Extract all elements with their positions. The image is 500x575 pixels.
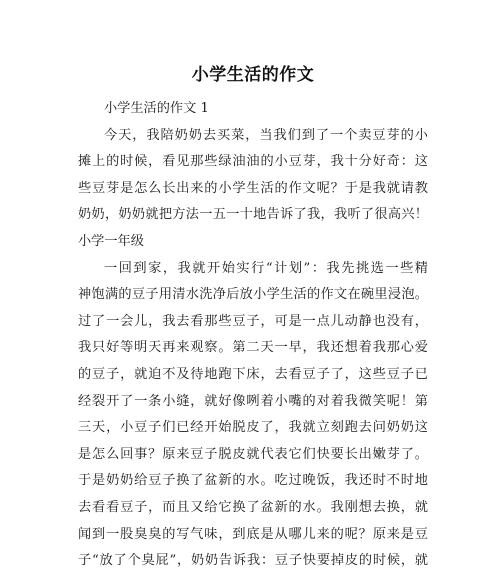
paragraph-line: 去看看豆子，而且又给它换了盆新的水。我刚想去换，就: [78, 499, 428, 515]
paragraph-line: 过了一会儿，我去看那些豆子，可是一点儿动静也没有，: [78, 313, 428, 329]
document-body: [78, 96, 428, 575]
paragraph-line: 奶奶，奶奶就把方法一五一十地告诉了我，我听了很高兴！: [78, 207, 428, 223]
paragraph-line: 神饱满的豆子用清水洗净后放小学生活的作文在碗里浸泡。: [78, 287, 428, 303]
paragraph-line: 今天，我陪奶奶去买菜，当我们到了一个卖豆芽的小: [104, 127, 428, 143]
paragraph-line: 经裂开了一条小缝，就好像咧着小嘴的对着我微笑呢！第: [78, 393, 428, 409]
paragraph-line: 三天，小豆子们已经开始脱皮了，我就立刻跑去问奶奶这: [78, 420, 428, 436]
paragraph-line: 小学一年级: [78, 233, 144, 249]
paragraph-line: 闻到一股臭臭的写气味，到底是从哪儿来的呢？原来是豆: [78, 526, 428, 542]
paragraph-line: 些豆芽是怎么长出来的小学生活的作文呢？于是我就请教: [78, 180, 428, 196]
document-title: 小学生活的作文: [191, 65, 315, 85]
paragraph-line: 的豆子，就迫不及待地跑下床，去看豆子了，这些豆子已: [78, 366, 428, 382]
paragraph-line: 子“放了个臭屁”，奶奶告诉我：豆子快要掉皮的时候，就: [78, 553, 428, 569]
paragraph-line: 我只好等明天再来观察。第二天一早，我还想着我那心爱: [78, 340, 428, 356]
section-heading: 小学生活的作文 1: [104, 101, 209, 116]
paragraph-line: 于是奶奶给豆子换了盆新的水。吃过晚饭，我还时不时地: [78, 473, 428, 489]
paragraph-line: 一回到家，我就开始实行“计划”：我先挑选一些精: [104, 260, 428, 276]
paragraph-line: 是怎么回事？原来豆子脱皮就代表它们快要长出嫩芽了。: [78, 446, 428, 462]
paragraph-line: 摊上的时候，看见那些绿油油的小豆芽，我十分好奇：这: [78, 154, 428, 170]
